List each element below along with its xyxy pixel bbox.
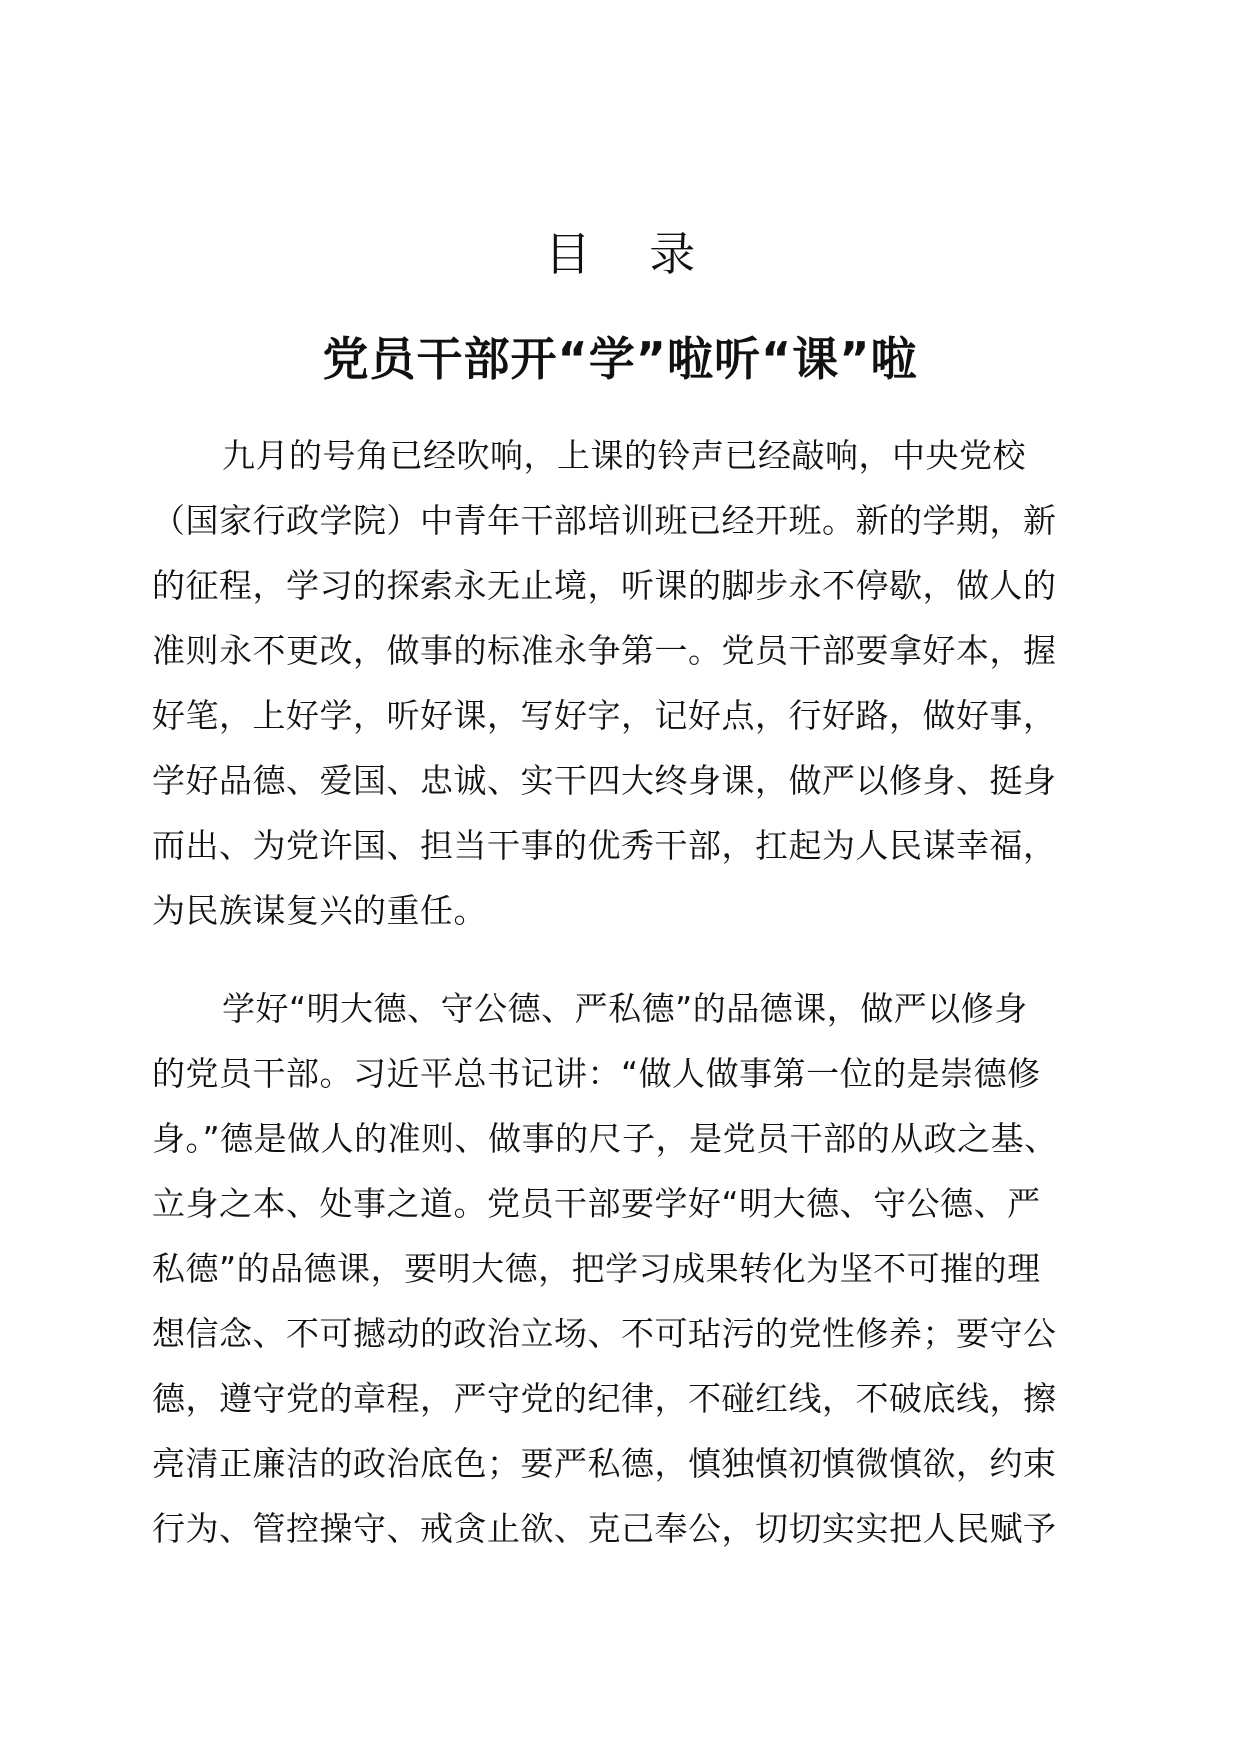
toc-heading: 目 录 xyxy=(544,227,718,281)
paragraph-spacer xyxy=(152,943,1082,976)
paragraph-line: 准则永不更改，做事的标准永争第一。党员干部要拿好本，握 xyxy=(152,631,1057,670)
paragraph-line: 私德”的品德课，要明大德，把学习成果转化为坚不可摧的理 xyxy=(152,1249,1041,1288)
paragraph-line: 为民族谋复兴的重任。 xyxy=(152,891,487,930)
paragraph-line: 学好“明大德、守公德、严私德”的品德课，做严以修身 xyxy=(222,989,1028,1028)
paragraph-2 xyxy=(152,976,1082,1561)
document-body xyxy=(152,423,1082,1561)
paragraph-line: 身。”德是做人的准则、做事的尺子，是党员干部的从政之基、 xyxy=(152,1119,1058,1158)
paragraph-line: 亮清正廉洁的政治底色；要严私德，慎独慎初慎微慎欲，约束 xyxy=(152,1444,1057,1483)
paragraph-line: 好笔，上好学，听好课，写好字，记好点，行好路，做好事， xyxy=(152,696,1057,735)
paragraph-line: 的党员干部。习近平总书记讲：“做人做事第一位的是崇德修 xyxy=(152,1054,1041,1093)
paragraph-line: （国家行政学院）中青年干部培训班已经开班。新的学期，新 xyxy=(152,501,1057,540)
paragraph-line: 学好品德、爱国、忠诚、实干四大终身课，做严以修身、挺身 xyxy=(152,761,1057,800)
paragraph-line: 九月的号角已经吹响，上课的铃声已经敲响，中央党校 xyxy=(222,436,1026,475)
paragraph-line: 而出、为党许国、担当干事的优秀干部，扛起为人民谋幸福， xyxy=(152,826,1057,865)
document-title: 党员干部开“学”啦听“课”啦 xyxy=(322,332,918,386)
paragraph-line: 行为、管控操守、戒贪止欲、克己奉公，切切实实把人民赋予 xyxy=(152,1509,1057,1548)
paragraph-line: 立身之本、处事之道。党员干部要学好“明大德、守公德、严 xyxy=(152,1184,1041,1223)
paragraph-line: 想信念、不可撼动的政治立场、不可玷污的党性修养；要守公 xyxy=(152,1314,1057,1353)
paragraph-1 xyxy=(152,423,1082,943)
paragraph-line: 的征程，学习的探索永无止境，听课的脚步永不停歇，做人的 xyxy=(152,566,1057,605)
paragraph-line: 德，遵守党的章程，严守党的纪律，不碰红线，不破底线，擦 xyxy=(152,1379,1057,1418)
